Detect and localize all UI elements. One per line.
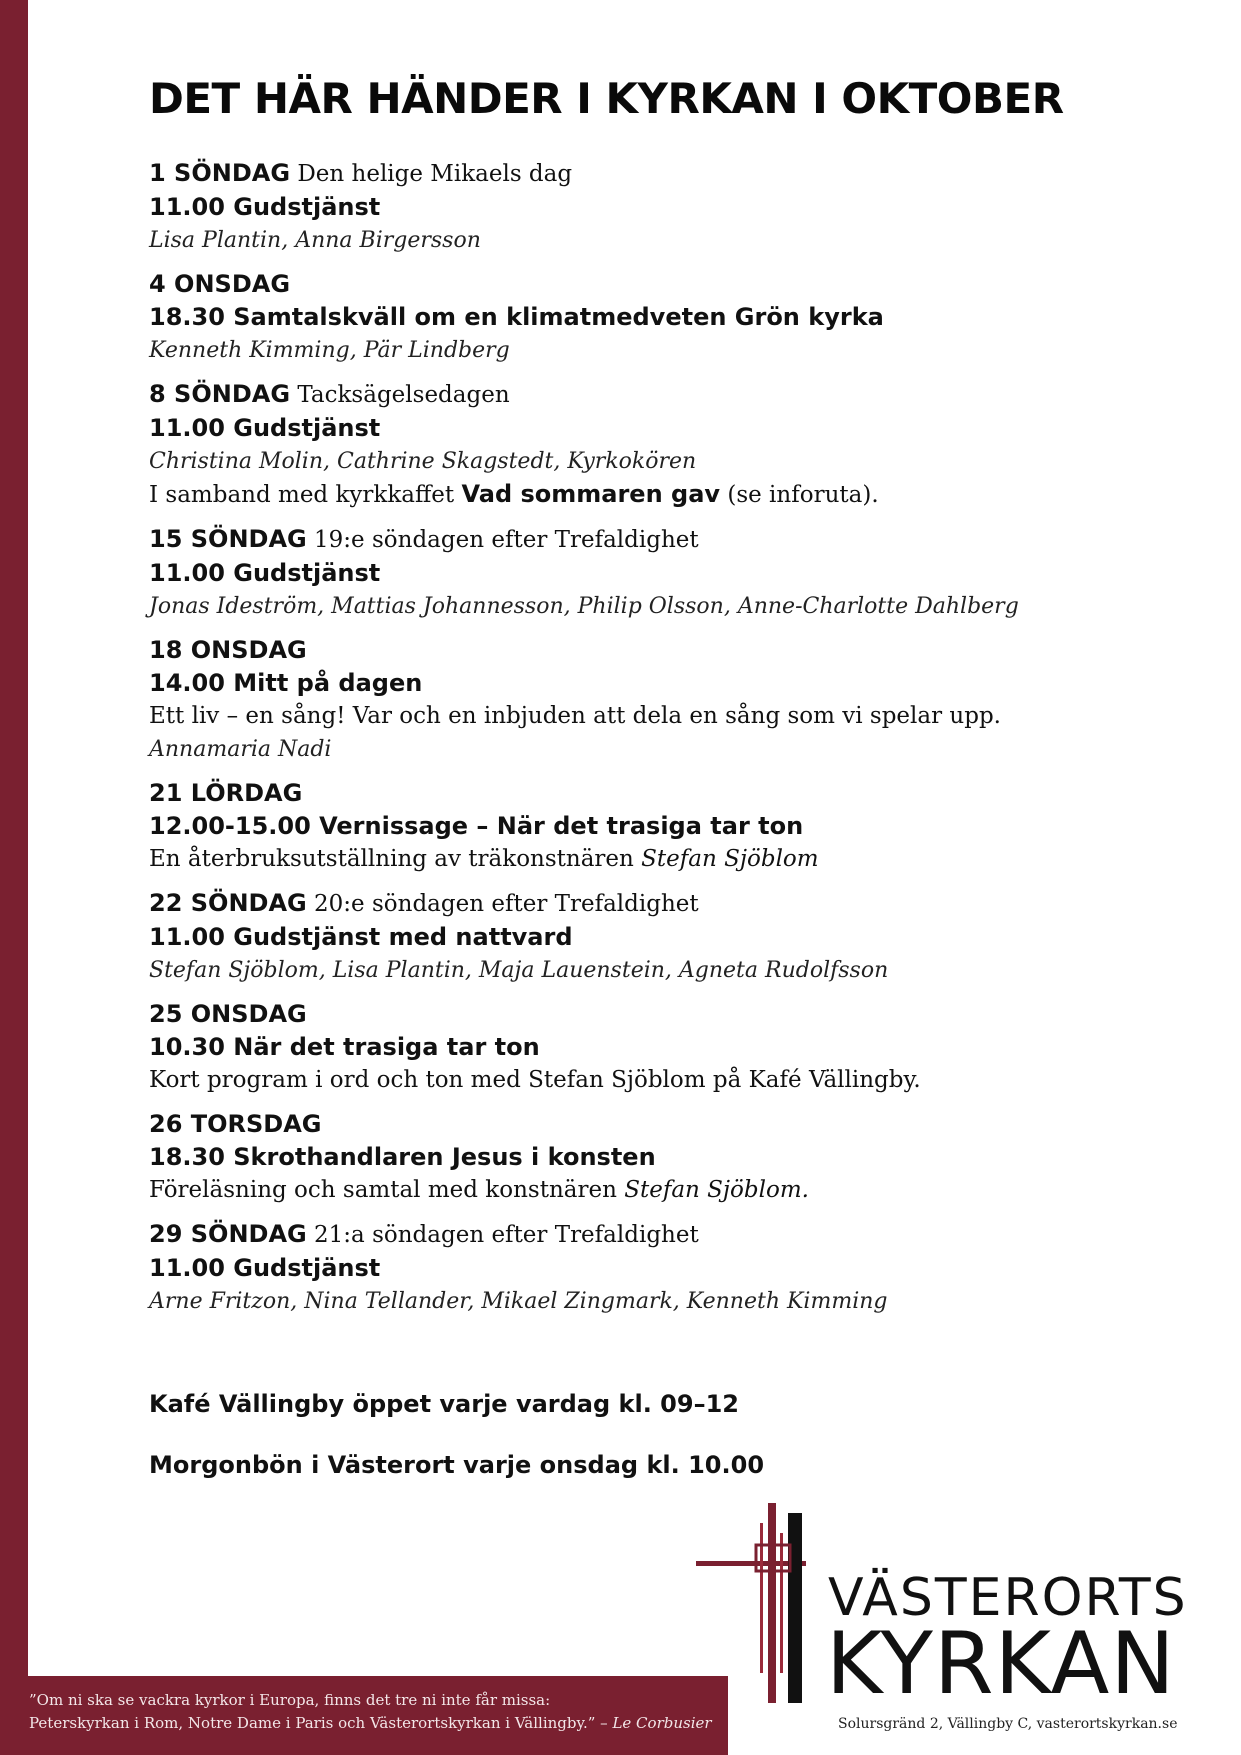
- event-people: Arne Fritzon, Nina Tellander, Mikael Zingmark, Kenneth Kimming: [149, 1289, 888, 1314]
- event-item: [149, 378, 1189, 512]
- quote-line-1: ”Om ni ska se vackra kyrkor i Europa, finns det tre ni inte får missa:: [29, 1691, 551, 1709]
- event-item: [149, 777, 1189, 876]
- event-item: [149, 523, 1189, 623]
- event-day-note: Tacksägelsedagen: [290, 382, 510, 408]
- event-item: [149, 1218, 1189, 1318]
- logo-text-kyrkan: KYRKAN: [826, 1614, 1176, 1714]
- event-item: [149, 157, 1189, 257]
- left-accent-bar: [0, 0, 28, 1755]
- event-description-artist: Stefan Sjöblom.: [624, 1177, 809, 1203]
- event-description-text: En återbruksutställning av träkonstnären: [149, 846, 642, 872]
- event-day-note: 20:e söndagen efter Trefaldighet: [306, 891, 699, 917]
- event-day: 26 TORSDAG: [149, 1110, 322, 1138]
- event-item: [149, 1108, 1189, 1207]
- event-day: 15 SÖNDAG: [149, 525, 307, 553]
- event-title: 14.00 Mitt på dagen: [149, 669, 423, 697]
- event-title: 10.30 När det trasiga tar ton: [149, 1033, 540, 1061]
- event-title: 11.00 Gudstjänst: [149, 559, 381, 587]
- notice-cafe: Kafé Vällingby öppet varje vardag kl. 09–12: [149, 1390, 739, 1418]
- event-day-note: 19:e söndagen efter Trefaldighet: [306, 527, 699, 553]
- event-day: 1 SÖNDAG: [149, 159, 291, 187]
- event-day: 18 ONSDAG: [149, 636, 307, 664]
- event-people: Stefan Sjöblom, Lisa Plantin, Maja Lauenstein, Agneta Rudolfsson: [149, 958, 889, 983]
- quote-line-2: [29, 1712, 728, 1735]
- event-description: Ett liv – en sång! Var och en inbjuden att dela en sång som vi spelar upp.: [149, 703, 1001, 729]
- event-title: 18.30 Skrothandlaren Jesus i konsten: [149, 1143, 656, 1171]
- event-description: [149, 843, 1189, 876]
- quote-box: [0, 1676, 728, 1755]
- event-day: 29 SÖNDAG: [149, 1220, 307, 1248]
- event-extra-highlight: Vad sommaren gav: [461, 480, 721, 508]
- event-extra-text-end: (se inforuta).: [720, 482, 879, 508]
- page-title: DET HÄR HÄNDER I KYRKAN I OKTOBER: [149, 74, 1064, 123]
- cross-vertical-red-inner: [780, 1533, 783, 1673]
- cross-vertical-red: [768, 1503, 776, 1703]
- event-description: [149, 1174, 1189, 1207]
- event-day: 4 ONSDAG: [149, 270, 291, 298]
- notice-morning-prayer: Morgonbön i Västerort varje onsdag kl. 10.00: [149, 1451, 765, 1479]
- event-day: 21 LÖRDAG: [149, 779, 303, 807]
- logo-text-vasterorts: VÄSTERORTS: [828, 1568, 1188, 1628]
- event-title: 11.00 Gudstjänst med nattvard: [149, 923, 573, 951]
- event-extra-text: I samband med kyrkkaffet: [149, 482, 462, 508]
- event-description-artist: Stefan Sjöblom: [641, 846, 819, 872]
- event-title: 11.00 Gudstjänst: [149, 414, 381, 442]
- event-day: 25 ONSDAG: [149, 1000, 307, 1028]
- event-day-note: Den helige Mikaels dag: [290, 161, 573, 187]
- event-description: Kort program i ord och ton med Stefan Sjöblom på Kafé Vällingby.: [149, 1067, 921, 1093]
- event-title: 12.00-15.00 Vernissage – När det trasiga tar ton: [149, 812, 804, 840]
- quote-line-2-text: Peterskyrkan i Rom, Notre Dame i Paris och Västerortskyrkan i Vällingby.” –: [29, 1714, 613, 1732]
- event-people: Christina Molin, Cathrine Skagstedt, Kyrkokören: [149, 449, 697, 474]
- event-day-note: 21:a söndagen efter Trefaldighet: [306, 1222, 699, 1248]
- event-description-text: Föreläsning och samtal med konstnären: [149, 1177, 625, 1203]
- event-item: [149, 887, 1189, 987]
- church-address: Solursgränd 2, Vällingby C, vasterortskyrkan.se: [838, 1716, 1178, 1732]
- event-people: Kenneth Kimming, Pär Lindberg: [149, 338, 510, 363]
- event-extra-note: [149, 478, 1189, 512]
- quote-author: Le Corbusier: [612, 1714, 712, 1732]
- event-people: Annamaria Nadi: [149, 737, 332, 762]
- event-day: 22 SÖNDAG: [149, 889, 307, 917]
- event-title: 11.00 Gudstjänst: [149, 193, 381, 221]
- event-title: 11.00 Gudstjänst: [149, 1254, 381, 1282]
- event-item: [149, 998, 1189, 1097]
- event-people: Lisa Plantin, Anna Birgersson: [149, 228, 481, 253]
- cross-vertical-black: [788, 1513, 802, 1703]
- event-day: 8 SÖNDAG: [149, 380, 291, 408]
- event-list: [149, 157, 1189, 1329]
- event-item: [149, 268, 1189, 367]
- event-people: Jonas Ideström, Mattias Johannesson, Philip Olsson, Anne-Charlotte Dahlberg: [149, 594, 1019, 619]
- event-item: [149, 634, 1189, 766]
- event-title: 18.30 Samtalskväll om en klimatmedveten Grön kyrka: [149, 303, 884, 331]
